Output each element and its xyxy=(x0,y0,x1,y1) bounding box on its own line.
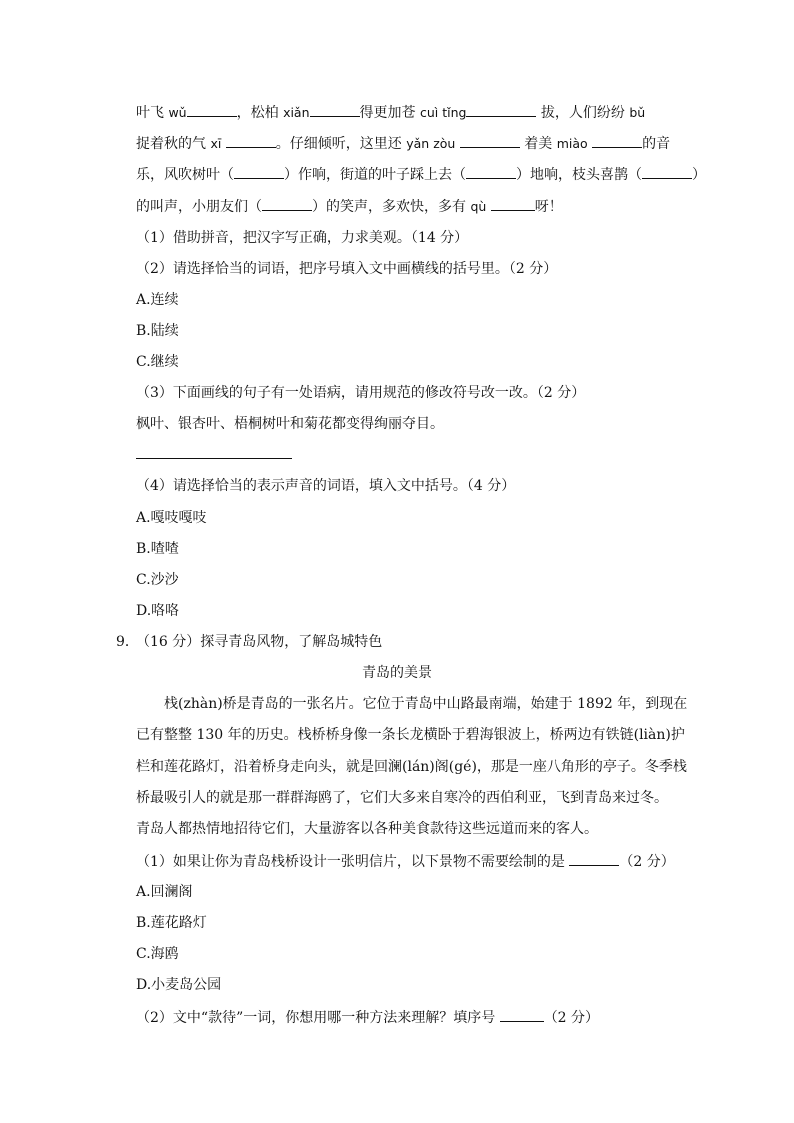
answer-blank[interactable] xyxy=(460,133,520,148)
text: 呀！ xyxy=(534,199,563,215)
text: （1）如果让你为青岛栈桥设计一张明信片，以下景物不需要绘制的是 xyxy=(136,854,565,870)
q8-sub-4: （4）请选择恰当的表示声音的词语，填入文中括号。（4 分） xyxy=(136,478,516,494)
text: 着美 xyxy=(519,136,557,152)
q9-heading: （16 分）探寻青岛风物，了解岛城特色 xyxy=(136,634,383,650)
text: 乐，风吹树叶（ xyxy=(136,167,234,183)
text: 捉着秋的气 xyxy=(136,136,211,152)
option-a[interactable]: A.回澜阁 xyxy=(136,884,193,900)
answer-blank[interactable] xyxy=(310,102,360,117)
text: （2）文中“款待”一词，你想用哪一种方法来理解？填序号 xyxy=(136,1010,496,1026)
answer-blank[interactable] xyxy=(466,102,536,117)
pinyin: wǔ xyxy=(168,105,187,120)
question-number: 9． xyxy=(116,634,139,650)
q9-sub-2 xyxy=(136,1007,599,1028)
passage-line-2 xyxy=(136,133,670,154)
passage-line-1 xyxy=(136,102,645,123)
paragraph-line: 青岛人都热情地招待它们，大量游客以各种美食款待这些远道而来的客人。 xyxy=(136,821,598,837)
q9-sub-1 xyxy=(136,851,675,872)
option-c[interactable]: C.沙沙 xyxy=(136,572,179,588)
answer-blank[interactable] xyxy=(491,196,535,211)
text: 拔，人们纷纷 xyxy=(536,105,630,121)
answer-blank[interactable] xyxy=(234,164,284,179)
answer-blank[interactable] xyxy=(466,164,516,179)
option-b[interactable]: B.喳喳 xyxy=(136,541,179,557)
answer-blank[interactable] xyxy=(642,164,692,179)
text: 得更加苍 xyxy=(359,105,420,121)
option-b[interactable]: B.陆续 xyxy=(136,323,179,339)
text: （2 分） xyxy=(543,1010,600,1026)
option-a[interactable]: A.连续 xyxy=(136,292,179,308)
q8-sub-3: （3）下面画线的句子有一处语病，请用规范的修改符号改一改。（2 分） xyxy=(136,385,586,401)
pinyin: xiǎn xyxy=(283,105,310,120)
text: ，松柏 xyxy=(236,105,284,121)
answer-blank[interactable] xyxy=(569,851,619,866)
pinyin: qù xyxy=(470,199,487,214)
paragraph-line: 栏和莲花路灯，沿着桥身走向头，就是回澜(lán)阁(gé)，那是一座八角形的亭子。冬季栈 xyxy=(136,759,687,775)
paragraph-line: 栈(zhàn)桥是青岛的一张名片。它位于青岛中山路最南端，始建于 1892 年，到现在 xyxy=(164,696,688,712)
pinyin: cuì tǐng xyxy=(419,105,467,120)
passage-line-4 xyxy=(136,196,563,217)
option-c[interactable]: C.海鸥 xyxy=(136,946,179,962)
answer-blank[interactable] xyxy=(592,133,642,148)
text: ）作响，街道的叶子踩上去（ xyxy=(284,167,466,183)
answer-blank[interactable] xyxy=(226,133,276,148)
faulty-sentence: 枫叶、银杏叶、梧桐树叶和菊花都变得绚丽夺目。 xyxy=(136,416,444,432)
option-b[interactable]: B.莲花路灯 xyxy=(136,915,207,931)
option-d[interactable]: D.咯咯 xyxy=(136,603,180,619)
text: 的叫声，小朋友们（ xyxy=(136,199,262,215)
q8-sub-2: （2）请选择恰当的词语，把序号填入文中画横线的括号里。（2 分） xyxy=(136,261,558,277)
paragraph-line: 已有整整 130 年的历史。栈桥桥身像一条长龙横卧于碧海银波上，桥两边有铁链(liàn)护 xyxy=(136,727,685,743)
passage-title: 青岛的美景 xyxy=(362,665,432,681)
paragraph-line: 桥最吸引人的就是那一群群海鸥了，它们大多来自寒冷的西伯利亚，飞到青岛来过冬。 xyxy=(136,790,668,806)
text: （2 分） xyxy=(619,854,675,870)
text: 的音 xyxy=(642,136,671,152)
text: 。仔细倾听，这里还 xyxy=(275,136,407,152)
option-d[interactable]: D.小麦岛公园 xyxy=(136,977,222,993)
text: 叶飞 xyxy=(136,105,169,121)
answer-blank[interactable] xyxy=(500,1007,544,1022)
answer-line[interactable] xyxy=(136,458,292,459)
pinyin: xī xyxy=(210,136,222,151)
answer-blank[interactable] xyxy=(262,196,312,211)
passage-line-3 xyxy=(136,164,706,185)
pinyin: miào xyxy=(556,136,588,151)
pinyin: yǎn zòu xyxy=(406,136,456,151)
option-c[interactable]: C.继续 xyxy=(136,354,179,370)
text: ）的笑声，多欢快，多有 xyxy=(312,199,471,215)
answer-blank[interactable] xyxy=(187,102,237,117)
text: ） xyxy=(692,167,706,183)
text: ）地响，枝头喜鹊（ xyxy=(516,167,642,183)
pinyin: bǔ xyxy=(629,105,646,120)
q8-sub-1: （1）借助拼音，把汉字写正确，力求美观。（14 分） xyxy=(136,230,469,246)
option-a[interactable]: A.嘎吱嘎吱 xyxy=(136,510,207,526)
